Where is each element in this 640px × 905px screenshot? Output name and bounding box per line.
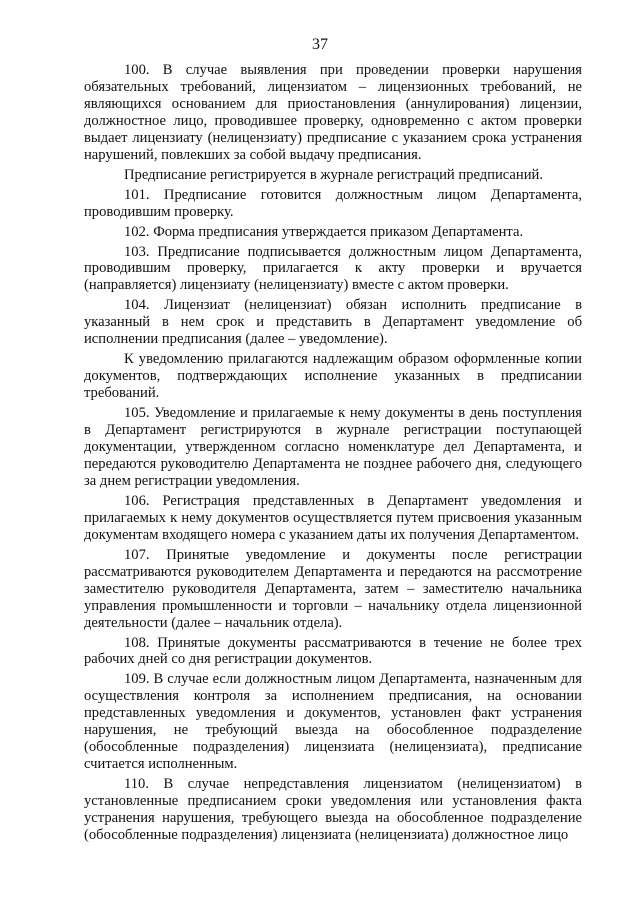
paragraph-101: 101. Предписание готовится должностным лицом Департамента, проводившим проверку.	[84, 186, 582, 220]
document-body	[84, 62, 582, 847]
paragraph-notification-attachments: К уведомлению прилагаются надлежащим образом оформленные копии документов, подтверждающих исполнение указанных в предписании требований.	[84, 351, 582, 402]
paragraph-103: 103. Предписание подписывается должностным лицом Департамента, проводившим проверку, прилагается к акту проверки и вручается (направляется) лицензиату (нелицензиату) вместе с актом проверки.	[84, 243, 582, 294]
paragraph-109: 109. В случае если должностным лицом Департамента, назначенным для осуществления контроля за исполнением предписания, на основании представленных уведомления и документов, установлен факт устранения нарушения, не требующий выезда на обособленное подразделение (обособленные подразделения) лицензиата (нелицензиата), предписание считается исполненным.	[84, 671, 582, 773]
page-number: 37	[312, 36, 328, 53]
paragraph-107: 107. Принятые уведомление и документы после регистрации рассматриваются руководителем Департамента и передаются на рассмотрение заместителю руководителя Департамента, затем – заместителю начальника управления промышленности и торговли – начальнику отдела лицензионной деятельности (далее – начальник отдела).	[84, 546, 582, 631]
paragraph-104: 104. Лицензиат (нелицензиат) обязан исполнить предписание в указанный в нем срок и представить в Департамент уведомление об исполнении предписания (далее – уведомление).	[84, 297, 582, 348]
paragraph-110: 110. В случае непредставления лицензиатом (нелицензиатом) в установленные предписанием сроки уведомления или установления факта устранения нарушения, требующего выезда на обособленное подразделение (обособленные подразделения) лицензиата (нелицензиата) должностное лицо	[84, 776, 582, 843]
paragraph-108: 108. Принятые документы рассматриваются в течение не более трех рабочих дней со дня регистрации документов.	[84, 634, 582, 668]
paragraph-102: 102. Форма предписания утверждается приказом Департамента.	[124, 223, 524, 240]
paragraph-100: 100. В случае выявления при проведении проверки нарушения обязательных требований, лицензиатом – лицензионных требований, не являющихся основанием для приостановления (аннулирования) лицензии, должностное лицо, проводившее проверку, одновременно с актом проверки выдает лицензиату (нелицензиату) предписание с указанием срока устранения нарушений, повлекших за собой выдачу предписания.	[84, 62, 582, 163]
paragraph-prescription-registration: Предписание регистрируется в журнале регистраций предписаний.	[124, 166, 543, 183]
paragraph-106: 106. Регистрация представленных в Департамент уведомления и прилагаемых к нему документов осуществляется путем присвоения указанным документам входящего номера с указанием даты их получения Департаментом.	[84, 492, 582, 543]
paragraph-105: 105. Уведомление и прилагаемые к нему документы в день поступления в Департамент регистрируются в журнале регистрации поступающей документации, утвержденном согласно номенклатуре дел Департамента, и передаются руководителю Департамента не позднее рабочего дня, следующего за днем регистрации уведомления.	[84, 405, 582, 489]
